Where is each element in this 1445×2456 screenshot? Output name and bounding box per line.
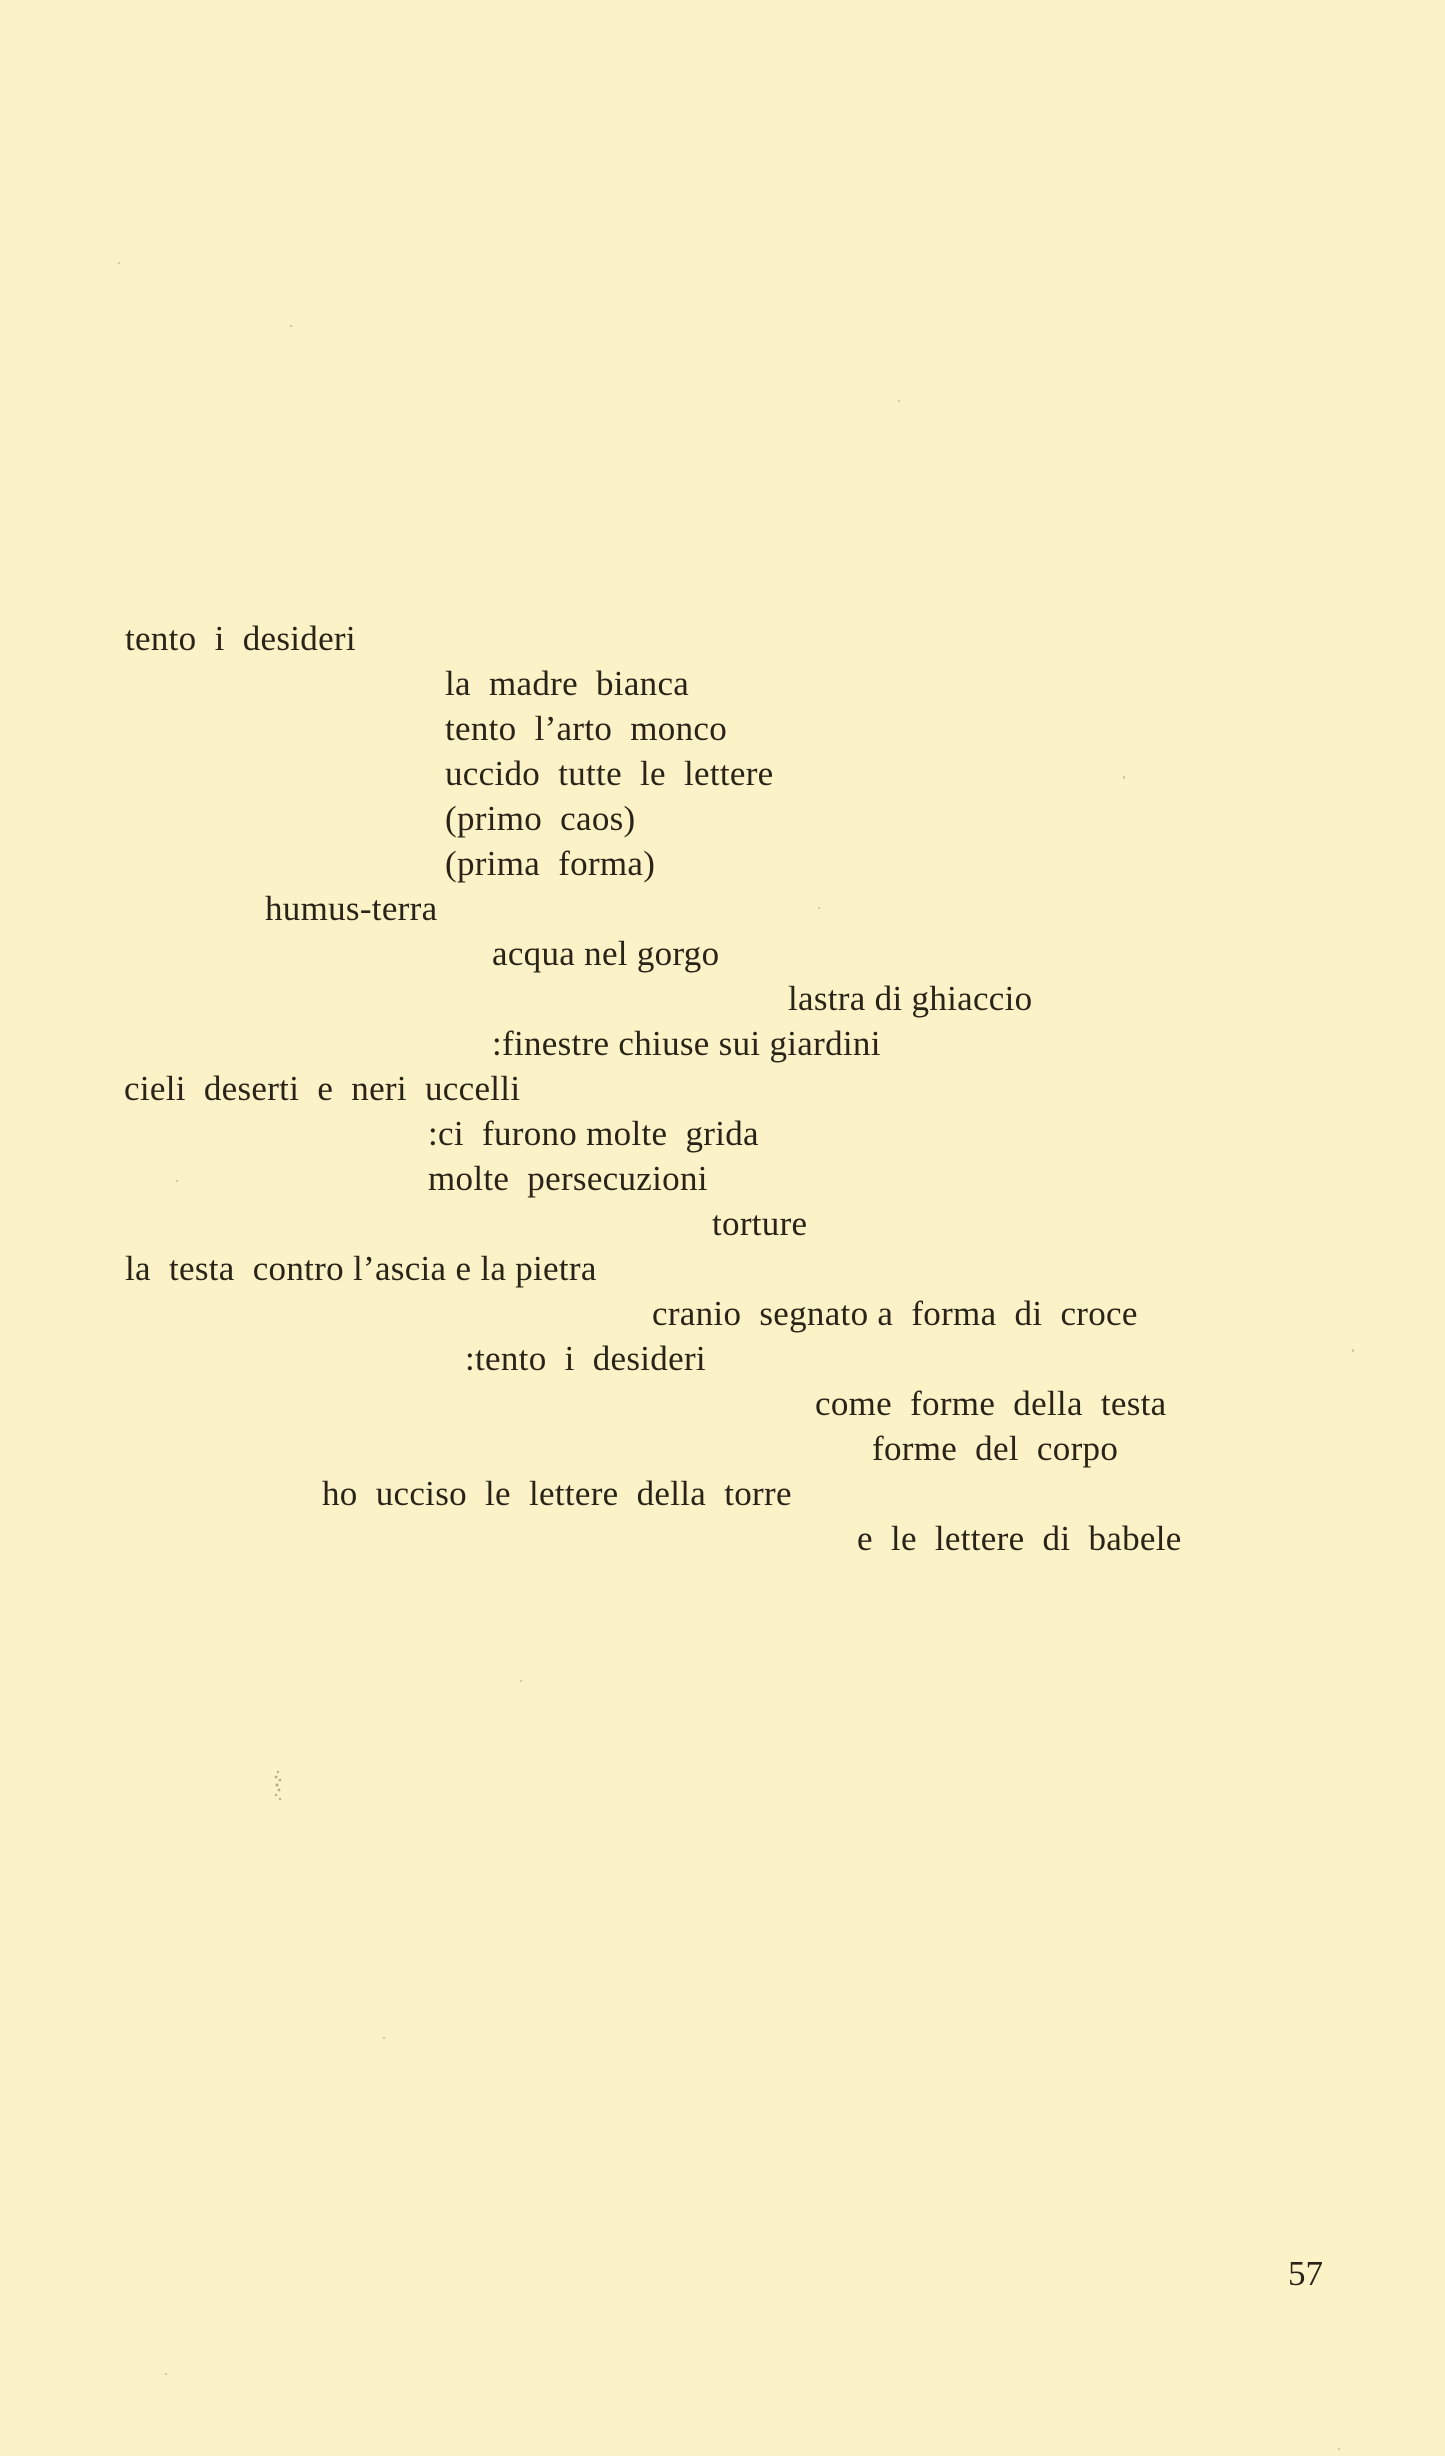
scan-speck — [118, 262, 120, 264]
poem-line: la testa contro l’ascia e la pietra — [125, 1249, 597, 1288]
scan-speck — [898, 400, 900, 402]
ink-blot-icon — [272, 1768, 284, 1804]
poem-line: ho ucciso le lettere della torre — [322, 1474, 792, 1513]
scan-speck — [383, 2037, 385, 2039]
poem-line: (primo caos) — [445, 799, 636, 838]
scan-speck — [1123, 776, 1125, 779]
scan-speck — [165, 2373, 167, 2375]
poem-line: uccido tutte le lettere — [445, 754, 774, 793]
scan-speck — [520, 1680, 522, 1682]
poem-line: cranio segnato a forma di croce — [652, 1294, 1138, 1333]
poem-line: tento i desideri — [125, 619, 356, 658]
poem-line: humus-terra — [265, 889, 438, 928]
poem-line: :finestre chiuse sui giardini — [492, 1024, 881, 1063]
poem-line: tento l’arto monco — [445, 709, 728, 748]
scan-speck — [1338, 2448, 1340, 2450]
poem-line: (prima forma) — [445, 844, 656, 883]
poem-line: torture — [712, 1204, 808, 1243]
poem-line: e le lettere di babele — [857, 1519, 1182, 1558]
poem-line: acqua nel gorgo — [492, 934, 720, 973]
scan-speck — [818, 907, 820, 909]
page-number: 57 — [1288, 2254, 1323, 2293]
poem-line: molte persecuzioni — [428, 1159, 708, 1198]
poem-line: cieli deserti e neri uccelli — [124, 1069, 521, 1108]
scan-speck — [176, 1180, 178, 1182]
poem-line: :ci furono molte grida — [428, 1114, 759, 1153]
scan-speck — [290, 325, 292, 327]
poem-line: la madre bianca — [445, 664, 690, 703]
poem-line: :tento i desideri — [465, 1339, 706, 1378]
poem-line: forme del corpo — [872, 1429, 1119, 1468]
poem-line: come forme della testa — [815, 1384, 1167, 1423]
scan-speck — [1352, 1349, 1354, 1352]
poem-line: lastra di ghiaccio — [788, 979, 1033, 1018]
